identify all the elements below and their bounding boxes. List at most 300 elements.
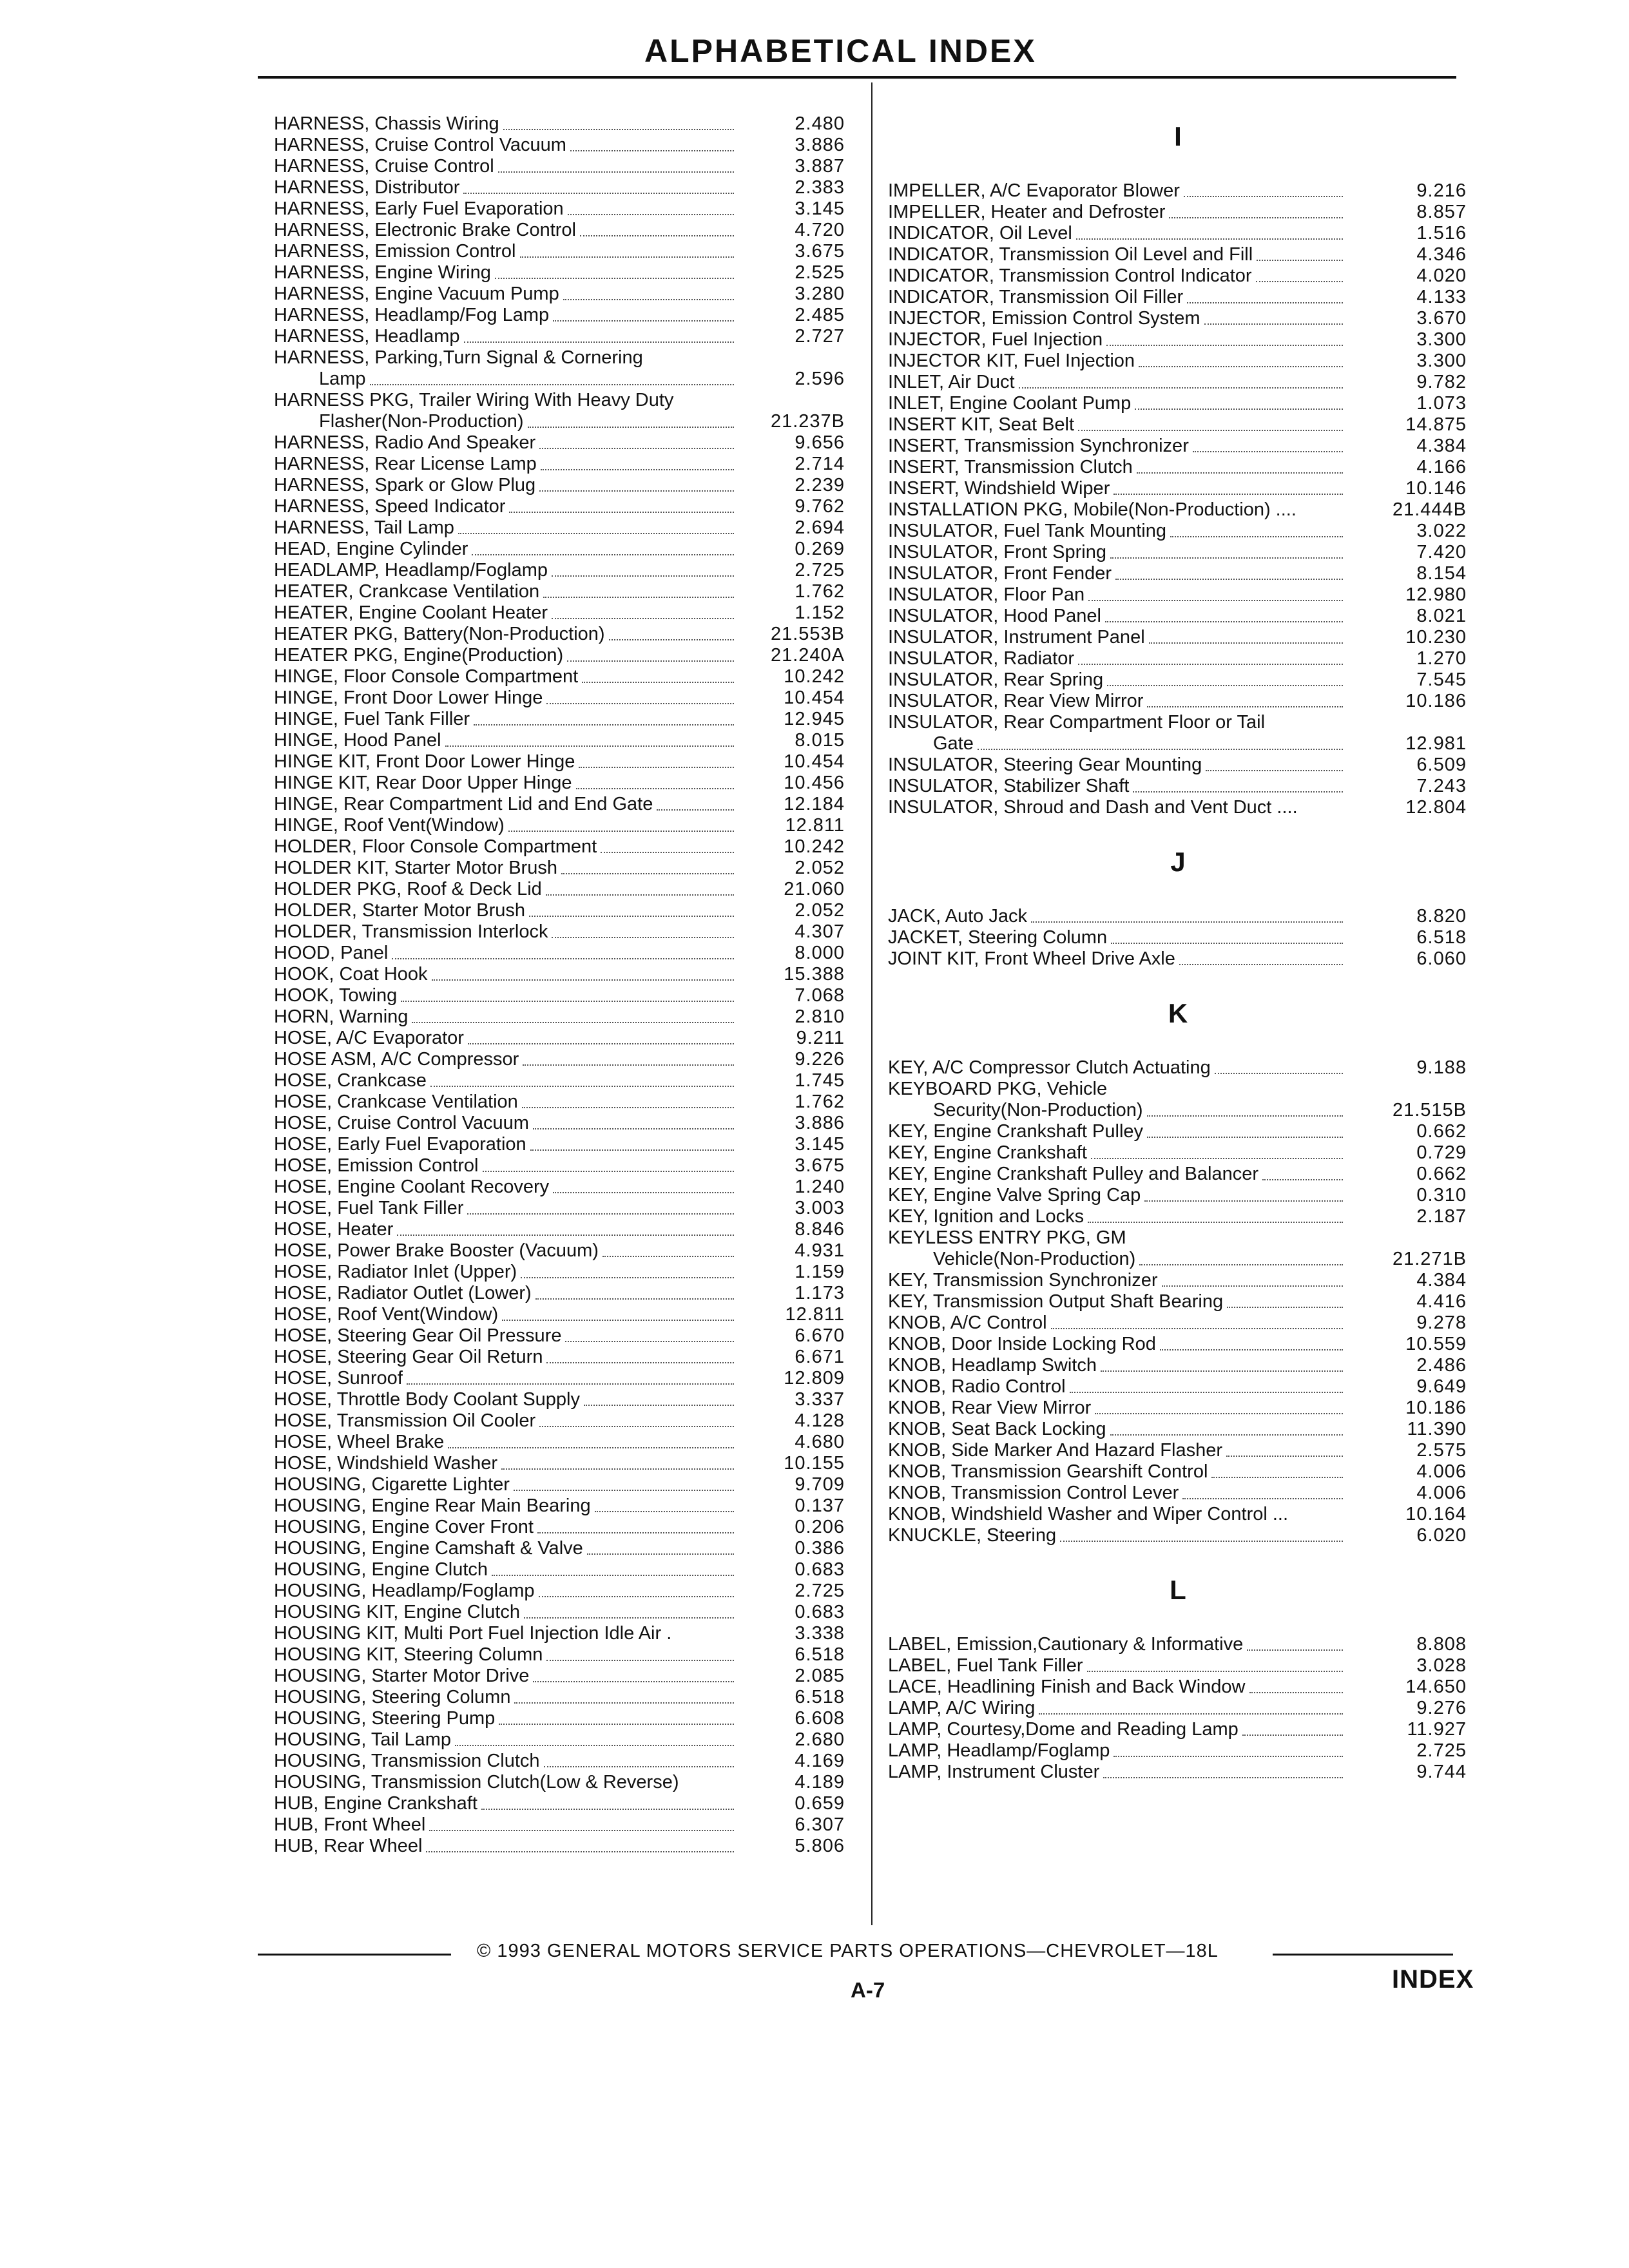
index-entry — [888, 712, 1468, 733]
entry-description: HARNESS, Headlamp/Fog Lamp — [274, 305, 550, 325]
entry-page-ref: 2.596 — [795, 369, 845, 389]
dot-leader — [539, 448, 734, 449]
entry-description: HEAD, Engine Cylinder — [274, 539, 468, 559]
index-entry — [274, 1538, 854, 1559]
dot-leader — [1242, 1735, 1343, 1736]
entry-description: HOSE, Transmission Oil Cooler — [274, 1410, 536, 1431]
index-entry — [274, 943, 854, 964]
entry-description: HOUSING, Transmission Clutch — [274, 1751, 540, 1771]
entry-description: KEY, A/C Compressor Clutch Actuating — [888, 1057, 1211, 1078]
index-entry — [274, 815, 854, 836]
entry-page-ref: 10.164 — [1405, 1504, 1467, 1524]
entry-page-ref: 10.242 — [784, 836, 845, 857]
entry-description: INLET, Engine Coolant Pump — [888, 393, 1132, 414]
entry-page-ref: 11.390 — [1407, 1419, 1467, 1439]
entry-page-ref: 10.456 — [784, 773, 845, 793]
entry-page-ref: 4.166 — [1416, 457, 1467, 477]
dot-leader — [529, 916, 734, 917]
entry-description: KNOB, A/C Control — [888, 1312, 1047, 1333]
entry-page-ref: 12.945 — [784, 709, 845, 729]
index-entry — [888, 733, 1468, 754]
index-entry — [888, 754, 1468, 776]
index-entry — [274, 1410, 854, 1432]
entry-description: HEATER PKG, Battery(Non-Production) — [274, 624, 605, 644]
entry-description: KEY, Engine Crankshaft — [888, 1142, 1087, 1163]
entry-description: HOUSING, Transmission Clutch(Low & Reverse) — [274, 1772, 679, 1792]
entry-page-ref: 3.022 — [1416, 521, 1467, 541]
dot-leader — [401, 1001, 734, 1002]
dot-leader — [601, 852, 734, 853]
index-entry — [888, 1762, 1468, 1783]
index-entry — [274, 1708, 854, 1729]
entry-description: HOUSING, Engine Rear Main Bearing — [274, 1495, 591, 1516]
dot-leader — [448, 1447, 734, 1448]
entry-description: HARNESS, Engine Wiring — [274, 262, 491, 283]
entry-description: INSULATOR, Rear Spring — [888, 669, 1104, 690]
entry-description: INLET, Air Duct — [888, 372, 1015, 392]
index-entry — [274, 347, 854, 369]
entry-description: HOSE, Fuel Tank Filler — [274, 1198, 464, 1218]
dot-leader — [1078, 430, 1343, 431]
entry-description: HARNESS, Emission Control — [274, 241, 516, 262]
dot-leader — [458, 533, 734, 534]
entry-page-ref: 0.662 — [1416, 1121, 1467, 1142]
index-entry — [274, 985, 854, 1006]
entry-description: INJECTOR, Fuel Injection — [888, 329, 1103, 350]
entry-description: HOUSING, Tail Lamp — [274, 1729, 452, 1750]
dot-leader — [514, 1490, 734, 1491]
dot-leader — [1249, 1692, 1344, 1693]
dot-leader — [1107, 685, 1343, 686]
entry-page-ref: 0.206 — [795, 1517, 845, 1537]
entry-page-ref: 2.725 — [795, 1581, 845, 1601]
entry-description: HINGE, Fuel Tank Filler — [274, 709, 470, 729]
entry-description: INDICATOR, Transmission Oil Level and Fill — [888, 244, 1253, 265]
entry-description: HOSE, Engine Coolant Recovery — [274, 1177, 550, 1197]
index-entry — [888, 180, 1468, 202]
entry-description: LABEL, Emission,Cautionary & Informative — [888, 1634, 1244, 1655]
index-entry — [274, 390, 854, 411]
dot-leader — [1091, 1158, 1343, 1159]
index-entry — [274, 858, 854, 879]
index-entry — [888, 797, 1468, 818]
entry-page-ref: 8.857 — [1416, 202, 1467, 222]
entry-description: HARNESS, Engine Vacuum Pump — [274, 284, 559, 304]
entry-description: HOSE, Sunroof — [274, 1368, 403, 1389]
index-entry — [274, 475, 854, 496]
dot-leader — [595, 1511, 734, 1512]
dot-leader — [1103, 1777, 1343, 1778]
dot-leader — [546, 703, 734, 704]
entry-description: HEATER, Crankcase Ventilation — [274, 581, 540, 602]
entry-description: KNOB, Side Marker And Hazard Flasher — [888, 1440, 1222, 1461]
index-entry — [888, 691, 1468, 712]
index-entry — [274, 773, 854, 794]
entry-page-ref: 4.189 — [795, 1772, 845, 1792]
index-entry — [274, 262, 854, 284]
dot-leader — [467, 1213, 734, 1215]
entry-description: HOSE, A/C Evaporator — [274, 1028, 464, 1048]
entry-description: JACK, Auto Jack — [888, 906, 1027, 927]
dot-leader — [520, 256, 735, 258]
dot-leader — [429, 1830, 734, 1831]
entry-description: HINGE KIT, Rear Door Upper Hinge — [274, 773, 572, 793]
entry-page-ref: 10.559 — [1405, 1334, 1467, 1354]
index-entry — [888, 1355, 1468, 1376]
entry-page-ref: 21.444B — [1392, 499, 1467, 520]
entry-description: HOSE, Early Fuel Evaporation — [274, 1134, 526, 1155]
entry-page-ref: 3.145 — [795, 198, 845, 219]
entry-description: HOSE, Heater — [274, 1219, 394, 1240]
index-entry — [274, 432, 854, 454]
entry-description: KEY, Engine Crankshaft Pulley and Balancer — [888, 1164, 1258, 1184]
section-letter-heading: K — [1168, 998, 1188, 1028]
entry-page-ref: 7.068 — [795, 985, 845, 1006]
index-entry — [274, 1836, 854, 1857]
index-entry — [274, 1155, 854, 1177]
dot-leader — [1170, 536, 1343, 537]
index-entry — [888, 1376, 1468, 1398]
entry-description: KNOB, Windshield Washer and Wiper Control ... — [888, 1504, 1289, 1524]
entry-description: HARNESS, Early Fuel Evaporation — [274, 198, 564, 219]
entry-page-ref: 6.518 — [795, 1687, 845, 1707]
entry-description: INSTALLATION PKG, Mobile(Non-Production) .... — [888, 499, 1296, 520]
entry-description: HOLDER KIT, Starter Motor Brush — [274, 858, 557, 878]
entry-page-ref: 6.518 — [1416, 927, 1467, 948]
index-entry — [274, 1028, 854, 1049]
entry-page-ref: 3.886 — [795, 1113, 845, 1133]
dot-leader — [1262, 1179, 1343, 1180]
entry-page-ref: 6.509 — [1416, 754, 1467, 775]
entry-description: HOSE, Wheel Brake — [274, 1432, 445, 1452]
index-entry — [274, 1666, 854, 1687]
entry-page-ref: 6.608 — [795, 1708, 845, 1729]
entry-page-ref: 4.680 — [795, 1432, 845, 1452]
entry-description: INSERT, Transmission Synchronizer — [888, 436, 1189, 456]
index-entry — [274, 1240, 854, 1262]
index-entry — [274, 1177, 854, 1198]
entry-page-ref: 1.516 — [1416, 223, 1467, 244]
entry-page-ref: 4.384 — [1416, 1270, 1467, 1291]
index-entry — [888, 414, 1468, 436]
entry-description: INDICATOR, Transmission Oil Filler — [888, 287, 1184, 307]
index-entry — [274, 539, 854, 560]
entry-page-ref: 3.338 — [795, 1623, 845, 1644]
index-entry — [274, 496, 854, 517]
entry-description: KNOB, Door Inside Locking Rod — [888, 1334, 1156, 1354]
entry-description: INSULATOR, Stabilizer Shaft — [888, 776, 1130, 796]
dot-leader — [1031, 921, 1343, 923]
entry-description: INSULATOR, Floor Pan — [888, 584, 1085, 605]
entry-page-ref: 2.680 — [795, 1729, 845, 1750]
index-entry — [888, 584, 1468, 606]
entry-description: HOSE, Cruise Control Vacuum — [274, 1113, 529, 1133]
dot-leader — [553, 1192, 734, 1193]
entry-page-ref: 21.060 — [784, 879, 845, 899]
index-entry — [274, 836, 854, 858]
entry-description: HOLDER, Starter Motor Brush — [274, 900, 525, 921]
entry-page-ref: 8.021 — [1416, 606, 1467, 626]
index-entry — [888, 1483, 1468, 1504]
section-spacer — [888, 1546, 1468, 1564]
dot-leader — [1113, 494, 1343, 495]
dot-leader — [541, 469, 734, 470]
entry-page-ref: 9.276 — [1416, 1698, 1467, 1718]
entry-page-ref: 2.725 — [1416, 1740, 1467, 1761]
index-entry — [274, 1091, 854, 1113]
dot-leader — [523, 1064, 734, 1066]
entry-page-ref: 7.243 — [1416, 776, 1467, 796]
entry-page-ref: 12.980 — [1405, 584, 1467, 605]
dot-leader — [1162, 1285, 1343, 1287]
index-entry — [274, 964, 854, 985]
entry-page-ref: 6.307 — [795, 1814, 845, 1835]
entry-page-ref: 2.575 — [1416, 1440, 1467, 1461]
entry-page-ref: 10.454 — [784, 751, 845, 772]
entry-page-ref: 3.028 — [1416, 1655, 1467, 1676]
entry-page-ref: 8.808 — [1416, 1634, 1467, 1655]
index-entry — [274, 581, 854, 602]
entry-description: HOUSING, Headlamp/Foglamp — [274, 1581, 535, 1601]
entry-description: KNOB, Headlamp Switch — [888, 1355, 1097, 1376]
entry-page-ref: 2.725 — [795, 560, 845, 581]
footer-rule-left — [258, 1954, 451, 1956]
entry-page-ref: 4.384 — [1416, 436, 1467, 456]
entry-description: HINGE KIT, Front Door Lower Hinge — [274, 751, 575, 772]
entry-page-ref: 3.886 — [795, 135, 845, 155]
dot-leader — [521, 1277, 734, 1278]
dot-leader — [1206, 770, 1343, 771]
index-entry — [888, 1249, 1468, 1270]
dot-leader — [1088, 1222, 1343, 1223]
index-entry — [888, 308, 1468, 329]
entry-page-ref: 3.887 — [795, 156, 845, 177]
entry-page-ref: 8.000 — [795, 943, 845, 963]
entry-page-ref: 6.518 — [795, 1644, 845, 1665]
dot-leader — [552, 618, 734, 619]
index-entry — [274, 1581, 854, 1602]
entry-description: INSERT, Transmission Clutch — [888, 457, 1133, 477]
dot-leader — [533, 1681, 734, 1682]
dot-leader — [498, 171, 734, 173]
index-entry — [888, 393, 1468, 414]
entry-description: INSULATOR, Front Spring — [888, 542, 1106, 562]
entry-page-ref: 1.762 — [795, 1091, 845, 1112]
index-entry — [274, 624, 854, 645]
entry-description: HINGE, Roof Vent(Window) — [274, 815, 505, 836]
entry-page-ref: 9.649 — [1416, 1376, 1467, 1397]
entry-page-ref: 21.271B — [1392, 1249, 1467, 1269]
index-entry — [888, 906, 1468, 927]
index-entry — [274, 1793, 854, 1814]
entry-description: INSULATOR, Shroud and Dash and Vent Duct .... — [888, 797, 1298, 818]
dot-leader — [1135, 408, 1343, 410]
index-entry — [888, 1057, 1468, 1079]
dot-leader — [539, 490, 734, 492]
entry-description: HOUSING, Engine Clutch — [274, 1559, 488, 1580]
index-entry — [888, 1206, 1468, 1227]
entry-page-ref: 2.694 — [795, 517, 845, 538]
entry-description: HOUSING KIT, Steering Column — [274, 1644, 543, 1665]
index-entry — [274, 921, 854, 943]
left-index-column — [274, 113, 854, 1857]
index-entry — [888, 372, 1468, 393]
entry-page-ref: 2.485 — [795, 305, 845, 325]
index-entry — [274, 560, 854, 581]
entry-description: HOSE, Steering Gear Oil Pressure — [274, 1325, 562, 1346]
dot-leader — [370, 384, 734, 385]
index-entry — [274, 1262, 854, 1283]
dot-leader — [537, 1532, 734, 1533]
dot-leader — [468, 1043, 734, 1044]
entry-page-ref: 0.386 — [795, 1538, 845, 1559]
dot-leader — [455, 1745, 734, 1746]
dot-leader — [1184, 196, 1343, 197]
entry-description: HOSE, Crankcase Ventilation — [274, 1091, 518, 1112]
column-divider — [871, 82, 872, 1925]
entry-page-ref: 9.709 — [795, 1474, 845, 1495]
entry-page-ref: 3.300 — [1416, 329, 1467, 350]
index-entry — [888, 457, 1468, 478]
dot-leader — [546, 894, 734, 896]
dot-leader — [579, 767, 734, 768]
dot-leader — [1095, 1413, 1343, 1414]
entry-description: HOUSING, Steering Pump — [274, 1708, 496, 1729]
index-entry — [888, 1719, 1468, 1740]
dot-leader — [552, 575, 734, 577]
dot-leader — [1256, 281, 1343, 282]
index-entry — [888, 563, 1468, 584]
entry-description: HARNESS PKG, Trailer Wiring With Heavy Duty — [274, 390, 674, 410]
entry-page-ref: 9.762 — [795, 496, 845, 517]
entry-page-ref: 4.931 — [795, 1240, 845, 1261]
dot-leader — [1147, 706, 1343, 707]
entry-page-ref: 12.981 — [1405, 733, 1467, 754]
entry-description: LAMP, Headlamp/Foglamp — [888, 1740, 1110, 1761]
entry-description: HARNESS, Electronic Brake Control — [274, 220, 576, 240]
entry-page-ref: 1.159 — [795, 1262, 845, 1282]
entry-description: HARNESS, Cruise Control Vacuum — [274, 135, 566, 155]
entry-page-ref: 2.052 — [795, 900, 845, 921]
entry-description: HOSE, Emission Control — [274, 1155, 479, 1176]
dot-leader — [582, 682, 734, 683]
entry-description: HOUSING, Engine Cover Front — [274, 1517, 534, 1537]
index-entry — [888, 223, 1468, 244]
dot-leader — [1133, 791, 1343, 793]
index-entry — [274, 1474, 854, 1495]
entry-description: HUB, Front Wheel — [274, 1814, 426, 1835]
entry-page-ref: 7.545 — [1416, 669, 1467, 690]
entry-description: HARNESS, Chassis Wiring — [274, 113, 499, 134]
dot-leader — [1070, 1392, 1343, 1393]
entry-description: INDICATOR, Oil Level — [888, 223, 1072, 244]
dot-leader — [503, 129, 734, 130]
entry-description: INJECTOR KIT, Fuel Injection — [888, 351, 1135, 371]
entry-description: HUB, Rear Wheel — [274, 1836, 423, 1856]
entry-page-ref: 9.278 — [1416, 1312, 1467, 1333]
dot-leader — [530, 1149, 734, 1151]
entry-description: INSULATOR, Steering Gear Mounting — [888, 754, 1202, 775]
entry-description: HARNESS, Tail Lamp — [274, 517, 454, 538]
dot-leader — [539, 1596, 734, 1597]
index-entry — [888, 1100, 1468, 1121]
dot-leader — [1247, 1649, 1343, 1651]
entry-description: IMPELLER, A/C Evaporator Blower — [888, 180, 1180, 201]
dot-leader — [501, 1468, 734, 1470]
index-entry — [274, 1453, 854, 1474]
dot-leader — [483, 1171, 735, 1172]
entry-description: HOOK, Towing — [274, 985, 398, 1006]
dot-leader — [570, 150, 734, 151]
entry-page-ref: 0.659 — [795, 1793, 845, 1814]
entry-page-ref: 9.216 — [1416, 180, 1467, 201]
entry-page-ref: 8.846 — [795, 1219, 845, 1240]
index-entry — [274, 1814, 854, 1836]
entry-description: KNUCKLE, Steering — [888, 1525, 1057, 1546]
dot-leader — [430, 1086, 734, 1087]
section-label: INDEX — [1392, 1965, 1474, 1994]
entry-description: INSULATOR, Hood Panel — [888, 606, 1101, 626]
dot-leader — [522, 1107, 734, 1108]
dot-leader — [1076, 238, 1343, 240]
dot-leader — [1106, 345, 1343, 346]
entry-page-ref: 8.015 — [795, 730, 845, 751]
entry-description: KNOB, Rear View Mirror — [888, 1398, 1092, 1418]
entry-description: HOLDER, Floor Console Compartment — [274, 836, 597, 857]
index-entry — [888, 648, 1468, 669]
dot-leader — [1060, 1541, 1343, 1542]
entry-description: INSERT, Windshield Wiper — [888, 478, 1110, 499]
dot-leader — [567, 660, 734, 662]
index-entry — [274, 1559, 854, 1581]
entry-description: KEY, Ignition and Locks — [888, 1206, 1084, 1227]
entry-page-ref: 4.416 — [1416, 1291, 1467, 1312]
entry-description: HOSE, Power Brake Booster (Vacuum) — [274, 1240, 599, 1261]
entry-description: HOUSING KIT, Multi Port Fuel Injection Idle Air . — [274, 1623, 672, 1644]
entry-page-ref: 12.811 — [785, 1304, 845, 1325]
dot-leader — [1088, 600, 1343, 601]
index-entry — [888, 1142, 1468, 1164]
dot-leader — [1169, 217, 1343, 218]
entry-description: INSULATOR, Instrument Panel — [888, 627, 1145, 648]
entry-description: HOOK, Coat Hook — [274, 964, 428, 985]
entry-page-ref: 0.310 — [1416, 1185, 1467, 1206]
entry-description: HUB, Engine Crankshaft — [274, 1793, 477, 1814]
entry-description: HINGE, Floor Console Compartment — [274, 666, 579, 687]
entry-description: KEYBOARD PKG, Vehicle — [888, 1079, 1108, 1099]
entry-description: HOSE, Radiator Inlet (Upper) — [274, 1262, 517, 1282]
entry-page-ref: 3.675 — [795, 1155, 845, 1176]
entry-description: HARNESS, Distributor — [274, 177, 460, 198]
dot-leader — [514, 1702, 734, 1704]
index-entry — [888, 478, 1468, 499]
entry-description: KEYLESS ENTRY PKG, GM — [888, 1227, 1126, 1248]
entry-description: HORN, Warning — [274, 1006, 409, 1027]
entry-page-ref: 2.525 — [795, 262, 845, 283]
index-entry — [888, 1121, 1468, 1142]
entry-page-ref: 8.820 — [1416, 906, 1467, 927]
entry-page-ref: 9.656 — [795, 432, 845, 453]
dot-leader — [464, 341, 735, 343]
index-entry — [274, 1517, 854, 1538]
entry-page-ref: 11.927 — [1407, 1719, 1467, 1740]
entry-description: INJECTOR, Emission Control System — [888, 308, 1200, 329]
entry-page-ref: 0.137 — [795, 1495, 845, 1516]
entry-description: HOSE, Steering Gear Oil Return — [274, 1347, 543, 1367]
dot-leader — [445, 745, 734, 747]
entry-description: HINGE, Front Door Lower Hinge — [274, 687, 543, 708]
entry-description: KNOB, Transmission Control Lever — [888, 1483, 1179, 1503]
